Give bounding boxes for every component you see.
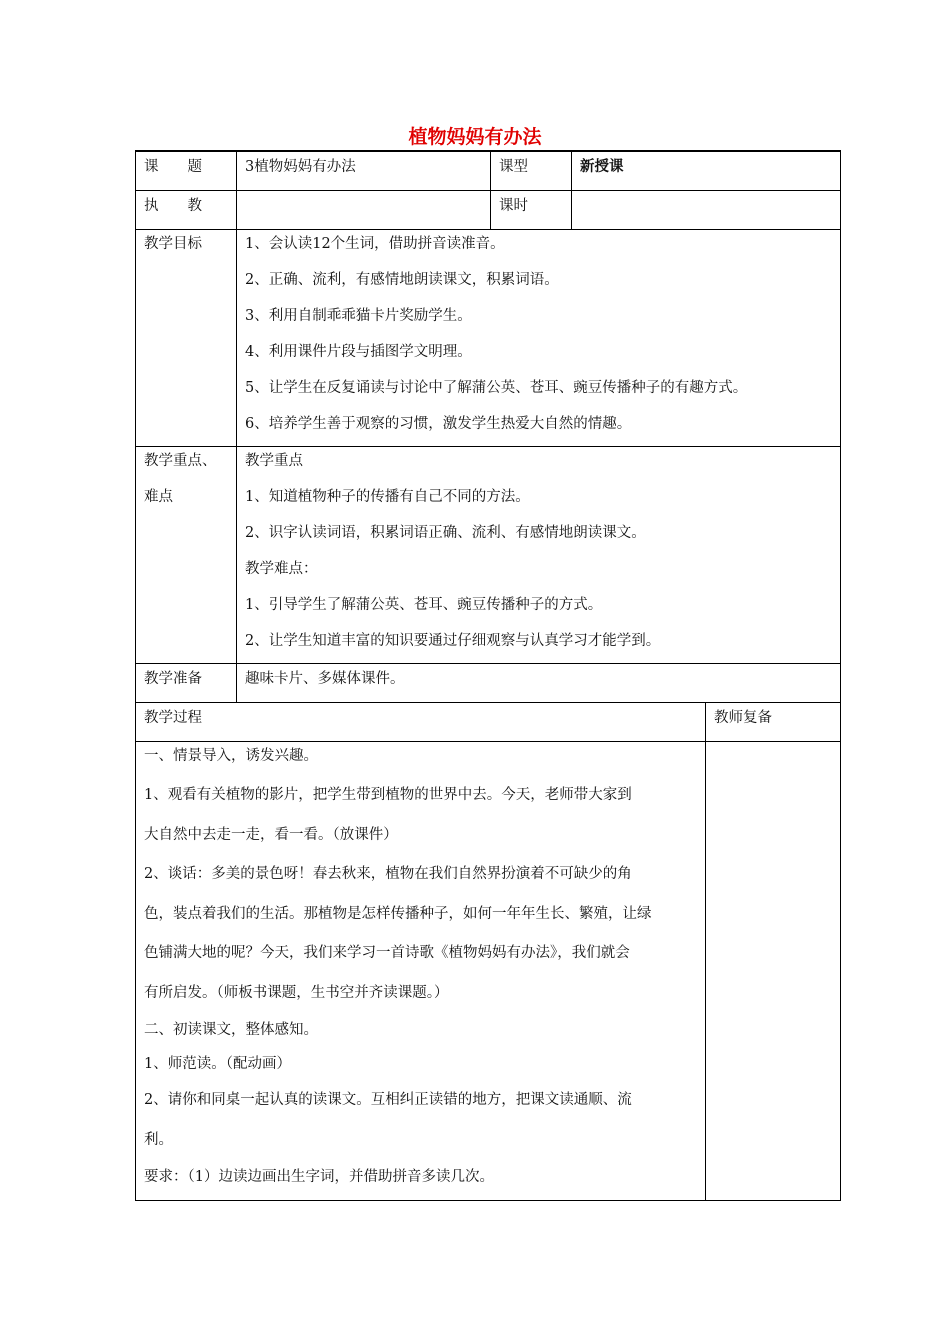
process-line: 色，装点着我们的生活。那植物是怎样传播种子，如何一年年生长、繁殖，让绿 bbox=[144, 905, 652, 922]
keypoints-list bbox=[237, 447, 841, 664]
keypoint-line: 1、引导学生了解蒲公英、苍耳、豌豆传播种子的方式。 bbox=[245, 597, 603, 613]
keypoint-line: 1、知道植物种子的传播有自己不同的方法。 bbox=[245, 489, 530, 505]
process-line: 2、请你和同桌一起认真的读课文。互相纠正读错的地方，把课文读通顺、流 bbox=[144, 1092, 632, 1108]
process-line: 要求：（1）边读边画出生字词，并借助拼音多读几次。 bbox=[144, 1169, 494, 1185]
row-process-header bbox=[136, 703, 841, 742]
process-line: 大自然中去走一走，看一看。（放课件） bbox=[144, 826, 398, 843]
objective-item: 5、让学生在反复诵读与讨论中了解蒲公英、苍耳、豌豆传播种子的有趣方式。 bbox=[245, 380, 748, 396]
row-objectives bbox=[136, 230, 841, 447]
notes-value bbox=[706, 742, 841, 1201]
row-prep bbox=[136, 664, 841, 703]
teacher-value bbox=[237, 191, 491, 230]
objective-item: 3、利用自制乖乖猫卡片奖励学生。 bbox=[245, 308, 472, 324]
process-content bbox=[136, 742, 706, 1201]
topic-value: 3植物妈妈有办法 bbox=[237, 151, 491, 191]
notes-label: 教师复备 bbox=[706, 703, 841, 742]
objective-item: 6、培养学生善于观察的习惯，激发学生热爱大自然的情趣。 bbox=[245, 416, 632, 432]
keypoint-line: 教学重点 bbox=[245, 453, 303, 469]
process-line: 二、初读课文，整体感知。 bbox=[144, 1022, 318, 1038]
prep-label: 教学准备 bbox=[136, 664, 237, 703]
objective-item: 4、利用课件片段与插图学文明理。 bbox=[245, 344, 472, 360]
type-value: 新授课 bbox=[572, 151, 841, 191]
row-process-body bbox=[136, 742, 841, 1201]
process-line: 利。 bbox=[144, 1131, 173, 1148]
objective-item: 1、会认读12个生词，借助拼音读准音。 bbox=[245, 236, 505, 252]
row-teacher bbox=[136, 191, 841, 230]
process-line: 2、谈话：多美的景色呀！春去秋来，植物在我们自然界扮演着不可缺少的角 bbox=[144, 866, 632, 882]
hours-label: 课时 bbox=[491, 191, 572, 230]
prep-value: 趣味卡片、多媒体课件。 bbox=[237, 664, 841, 703]
lesson-plan-table bbox=[135, 150, 841, 1201]
row-topic bbox=[136, 151, 841, 191]
page-title: 植物妈妈有办法 bbox=[408, 126, 542, 148]
keypoint-line: 教学难点： bbox=[245, 561, 318, 577]
process-line: 1、师范读。（配动画） bbox=[144, 1056, 291, 1072]
process-line: 色铺满大地的呢？今天，我们来学习一首诗歌《植物妈妈有办法》，我们就会 bbox=[144, 945, 630, 961]
objectives-list bbox=[237, 230, 841, 447]
hours-value bbox=[572, 191, 841, 230]
row-keypoints bbox=[136, 447, 841, 664]
process-line: 1、观看有关植物的影片，把学生带到植物的世界中去。今天，老师带大家到 bbox=[144, 787, 632, 803]
teacher-label: 执 教 bbox=[136, 191, 237, 230]
process-line: 一、情景导入，诱发兴趣。 bbox=[144, 748, 318, 764]
objective-item: 2、正确、流利，有感情地朗读课文，积累词语。 bbox=[245, 272, 559, 288]
objectives-label: 教学目标 bbox=[136, 230, 237, 447]
process-label: 教学过程 bbox=[136, 703, 706, 742]
process-line: 有所启发。（师板书课题，生书空并齐读课题。） bbox=[144, 984, 449, 1001]
keypoints-label: 教学重点、 难点 bbox=[136, 447, 237, 664]
keypoint-line: 2、让学生知道丰富的知识要通过仔细观察与认真学习才能学到。 bbox=[245, 633, 661, 649]
keypoint-line: 2、识字认读词语，积累词语正确、流利、有感情地朗读课文。 bbox=[245, 525, 646, 541]
topic-label: 课 题 bbox=[136, 151, 237, 191]
type-label: 课型 bbox=[491, 151, 572, 191]
